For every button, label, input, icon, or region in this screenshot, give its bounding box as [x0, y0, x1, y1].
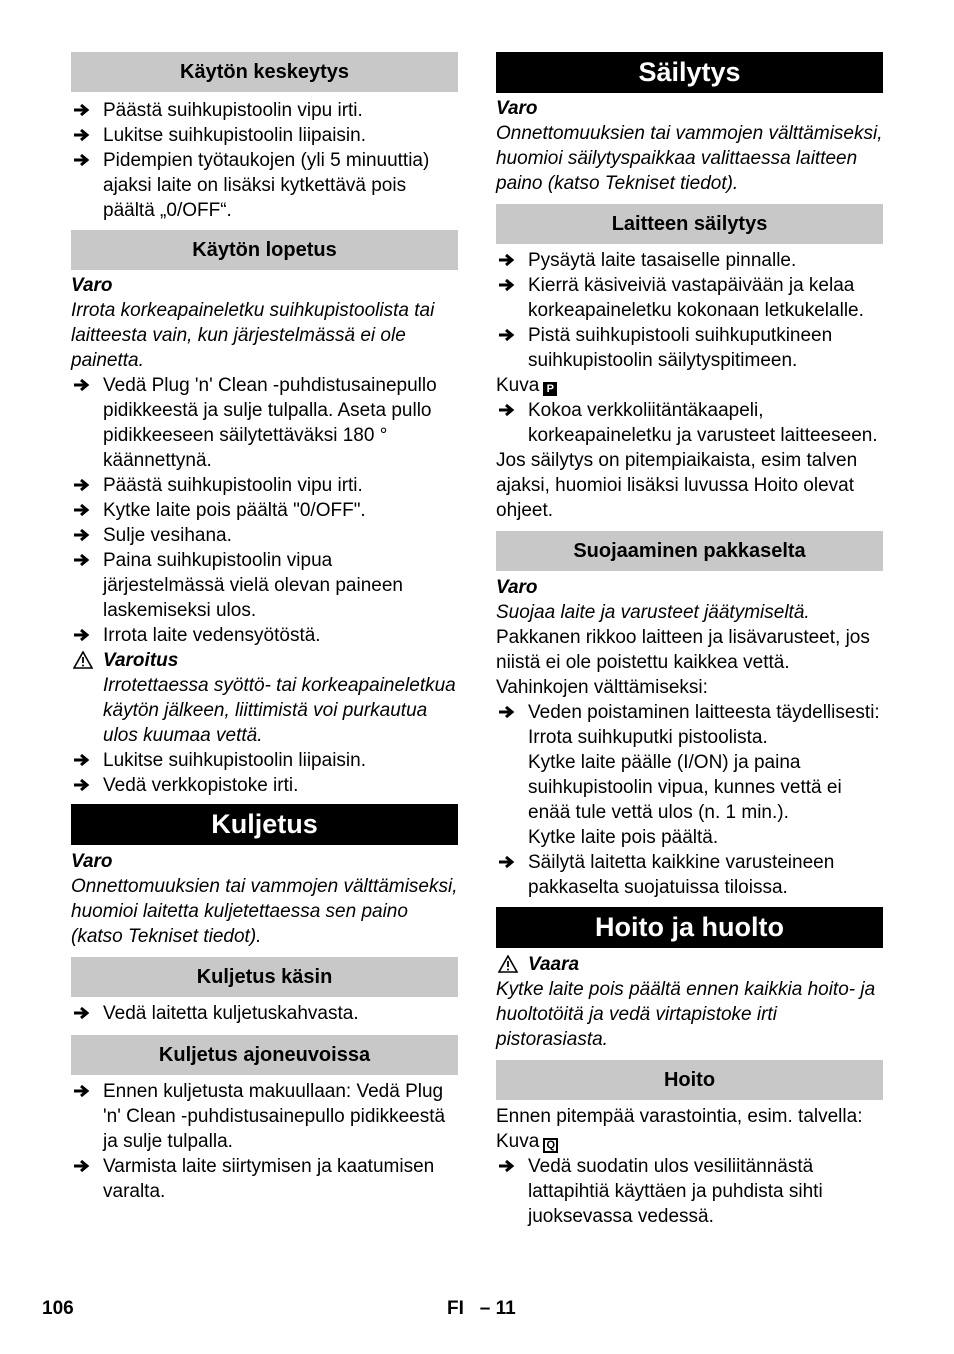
- list-item: [71, 523, 458, 548]
- list-subline: Kytke laite päälle (I/ON) ja paina suihkupistoolin vipua, kunnes vettä ei enää tule vettä ulos (n. 1 min.).: [528, 752, 842, 823]
- warning-block: [71, 648, 458, 748]
- heading-suojaaminen-pakkaselta: Suojaaminen pakkaselta: [496, 531, 883, 571]
- list-item: [71, 773, 458, 798]
- caution-text: Irrota korkeapaineletku suihkupistoolista tai laitteesta vain, kun järjestelmässä ei ole painetta.: [71, 300, 435, 371]
- list-item-text: Irrota laite vedensyötöstä.: [103, 625, 321, 646]
- heading-kayton-lopetus: Käytön lopetus: [71, 230, 458, 270]
- arrow-icon: [73, 623, 95, 642]
- list-item: [71, 1001, 458, 1026]
- list-item-text: Pistä suihkupistooli suihkuputkineen suihkupistoolin säilytyspitimeen.: [528, 325, 833, 371]
- list-item-text: Päästä suihkupistoolin vipu irti.: [103, 100, 363, 121]
- list-item-text: Vedä Plug 'n' Clean -puhdistusainepullo pidikkeestä ja sulje tulpalla. Aseta pullo pidikkeeseen säilytettäväksi 180 ° käännettynä.: [103, 375, 437, 471]
- list-item-text: Varmista laite siirtymisen ja kaatumisen varalta.: [103, 1156, 435, 1202]
- list-item: [71, 373, 458, 473]
- list-item: [71, 123, 458, 148]
- arrow-icon: [73, 523, 95, 542]
- language-page-label: FI – 11: [447, 1298, 516, 1319]
- list-item: [496, 398, 883, 448]
- arrow-icon: [73, 148, 95, 167]
- list-item: [71, 548, 458, 623]
- list-item-text: Lukitse suihkupistoolin liipaisin.: [103, 125, 366, 146]
- caution-label: Varo: [71, 851, 113, 872]
- list-item-text: Vedä verkkopistoke irti.: [103, 775, 299, 796]
- arrow-icon: [73, 1001, 95, 1020]
- list-item-text: Sulje vesihana.: [103, 525, 232, 546]
- heading-kuljetus: Kuljetus: [71, 804, 458, 845]
- right-column: [496, 52, 883, 1229]
- arrow-icon: [73, 1154, 95, 1173]
- list-item-text: Päästä suihkupistoolin vipu irti.: [103, 475, 363, 496]
- list-item: [496, 323, 883, 373]
- arrow-icon: [73, 123, 95, 142]
- arrow-icon: [73, 98, 95, 117]
- warning-text: Irrotettaessa syöttö- tai korkeapaineletkua käytön jälkeen, liittimistä voi purkautua ulos kuumaa vettä.: [103, 675, 456, 746]
- list-item: [71, 623, 458, 648]
- list-subline: Irrota suihkuputki pistoolista.: [528, 727, 768, 748]
- arrow-icon: [498, 850, 520, 869]
- arrow-icon: [73, 748, 95, 767]
- arrow-icon: [498, 700, 520, 719]
- arrow-icon: [498, 1154, 520, 1173]
- paragraph: Pakkanen rikkoo laitteen ja lisävarusteet, jos niistä ei ole poistettu kaikkea vettä. Vahinkojen välttämiseksi:: [496, 627, 870, 698]
- list-item: [71, 1154, 458, 1204]
- warning-triangle-icon: [73, 651, 93, 676]
- list-item: [71, 748, 458, 773]
- heading-kuljetus-ajoneuvoissa: Kuljetus ajoneuvoissa: [71, 1035, 458, 1075]
- list-item: [496, 850, 883, 900]
- list-item-text: Pysäytä laite tasaiselle pinnalle.: [528, 250, 797, 271]
- warning-title: Varoitus: [103, 650, 179, 671]
- list-item-text: Kierrä käsiveiviä vastapäivään ja kelaa korkeapaineletku kokonaan letkukelalle.: [528, 275, 864, 321]
- list-item: [496, 273, 883, 323]
- arrow-icon: [73, 498, 95, 517]
- heading-kuljetus-kasin: Kuljetus käsin: [71, 957, 458, 997]
- heading-laitteen-sailytys: Laitteen säilytys: [496, 204, 883, 244]
- heading-hoito: Hoito: [496, 1060, 883, 1100]
- paragraph: Jos säilytys on pitempiaikaista, esim talven ajaksi, huomioi lisäksi luvussa Hoito olevat ohjeet.: [496, 450, 858, 521]
- figure-p-icon: P: [543, 382, 557, 396]
- list-item-text: Lukitse suihkupistoolin liipaisin.: [103, 750, 366, 771]
- list-item-text: Ennen kuljetusta makuullaan: Vedä Plug 'n' Clean -puhdistusainepullo pidikkeestä ja sulje tulpalla.: [103, 1081, 446, 1152]
- list-item-text: Vedä laitetta kuljetuskahvasta.: [103, 1003, 359, 1024]
- warning-triangle-icon: [498, 955, 518, 980]
- arrow-icon: [73, 473, 95, 492]
- list-item-text: Kokoa verkkoliitäntäkaapeli, korkeapaineletku ja varusteet laitteeseen.: [528, 400, 878, 446]
- caution-text: Suojaa laite ja varusteet jäätymiseltä.: [496, 602, 810, 623]
- list-item-text: Vedä suodatin ulos vesiliitännästä lattapihtiä käyttäen ja puhdista sihti juoksevassa vedessä.: [528, 1156, 823, 1227]
- heading-kayton-keskeytys: Käytön keskeytys: [71, 52, 458, 92]
- heading-sailytys: Säilytys: [496, 52, 883, 93]
- list-item: [496, 1154, 883, 1229]
- figure-label: Kuva: [496, 1131, 540, 1152]
- arrow-icon: [498, 273, 520, 292]
- arrow-icon: [73, 1079, 95, 1098]
- caution-label: Varo: [71, 275, 113, 296]
- list-item: [71, 498, 458, 523]
- danger-title: Vaara: [528, 954, 580, 975]
- caution-label: Varo: [496, 98, 538, 119]
- arrow-icon: [498, 323, 520, 342]
- list-item: [71, 148, 458, 223]
- figure-label: Kuva: [496, 375, 540, 396]
- paragraph: Ennen pitempää varastointia, esim. talvella:: [496, 1106, 863, 1127]
- caution-text: Onnettomuuksien tai vammojen välttämiseksi, huomioi säilytyspaikkaa valittaessa laitteen paino (katso Tekniset tiedot).: [496, 123, 883, 194]
- caution-label: Varo: [496, 577, 538, 598]
- list-item: [71, 1079, 458, 1154]
- list-item: [496, 700, 883, 725]
- list-item: [71, 473, 458, 498]
- caution-text: Onnettomuuksien tai vammojen välttämiseksi, huomioi laitetta kuljetettaessa sen paino (katso Tekniset tiedot).: [71, 876, 458, 947]
- arrow-icon: [498, 248, 520, 267]
- arrow-icon: [73, 548, 95, 567]
- list-item: [71, 98, 458, 123]
- arrow-icon: [498, 398, 520, 417]
- left-column: [71, 52, 458, 1204]
- arrow-icon: [73, 373, 95, 392]
- list-item-text: Paina suihkupistoolin vipua järjestelmässä vielä olevan paineen laskemiseksi ulos.: [103, 550, 403, 621]
- list-item: [496, 248, 883, 273]
- list-subline: Kytke laite pois päältä.: [528, 827, 719, 848]
- arrow-icon: [73, 773, 95, 792]
- figure-reference: [496, 1129, 883, 1154]
- page-number: 106: [42, 1298, 74, 1319]
- list-item-text: Säilytä laitetta kaikkine varusteineen pakkaselta suojatuissa tiloissa.: [528, 852, 835, 898]
- heading-hoito-ja-huolto: Hoito ja huolto: [496, 907, 883, 948]
- list-item-text: Veden poistaminen laitteesta täydellisesti:: [528, 702, 880, 723]
- list-item-text: Pidempien työtaukojen (yli 5 minuuttia) ajaksi laite on lisäksi kytkettävä pois päältä „0/OFF“.: [103, 150, 430, 221]
- list-item-text: Kytke laite pois päältä "0/OFF".: [103, 500, 366, 521]
- figure-reference: [496, 373, 883, 398]
- figure-q-icon: Q: [543, 1138, 558, 1153]
- danger-text: Kytke laite pois päältä ennen kaikkia hoito- ja huoltotöitä ja vedä virtapistoke irti pistorasiasta.: [496, 979, 876, 1050]
- danger-block: [496, 952, 883, 977]
